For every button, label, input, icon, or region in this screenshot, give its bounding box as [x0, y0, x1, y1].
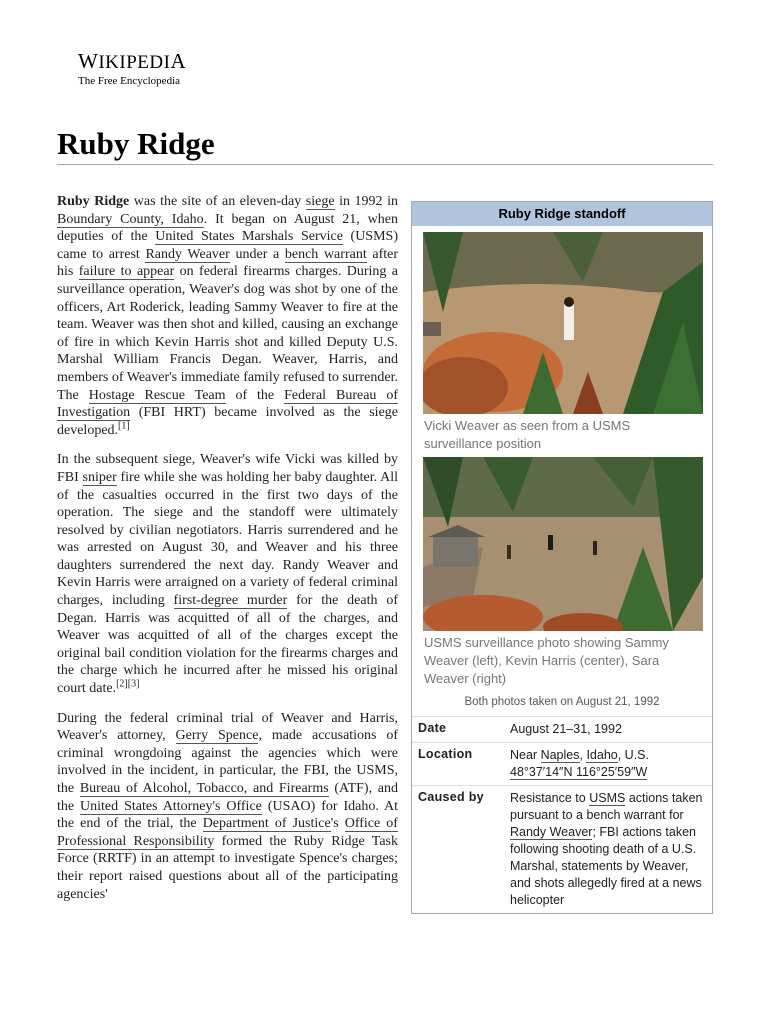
link-usms-infobox[interactable]: USMS — [589, 791, 626, 805]
citation-link-2[interactable]: [2] — [116, 678, 128, 690]
link-usao[interactable]: United States Attorney's Office — [80, 798, 262, 814]
wikipedia-tagline: The Free Encyclopedia — [78, 75, 181, 87]
link-bench-warrant[interactable]: bench warrant — [284, 246, 367, 262]
cause-value: Resistance to USMS actions taken pursuant to a bench warrant for Randy Weaver; FBI actions taken following shooting death of a U.S. Marshal, statements by Weaver, and shots allegedly fired at a news helicopter — [510, 791, 703, 907]
citation-link-3[interactable]: [3] — [127, 678, 140, 690]
location-value: Near Naples, Idaho, U.S. 48°37′14″N 116°25′59″W — [510, 748, 649, 779]
link-sniper[interactable]: sniper — [82, 469, 117, 485]
infobox-row-cause — [412, 786, 712, 914]
photo-date-note: Both photos taken on August 21, 1992 — [464, 696, 660, 708]
photo-vicki-weaver[interactable] — [423, 232, 703, 414]
location-label: Location — [418, 747, 473, 761]
paragraph-2: In the subsequent siege, Weaver's wife Vicki was killed by FBI sniper fire while she was holding her baby daughter. All of the casualties occurred in the first two days of the operation. The siege and the standoff were ultimately resolved by civilian negotiators. Harris surrendered and he was arrested on August 30, and Weaver and his three daughters surrendered the next day. Randy Weaver and Kevin Harris were arraigned on a variety of federal criminal charges, including first-degree murder for the death of Degan. Harris was acquitted of all of the charges, and Weaver was acquitted of all of the charges except the original bail condition violation for the firearms charges and the charge which he incurred after he missed his original court date.[2][3] — [57, 452, 398, 697]
lead-term: Ruby Ridge — [57, 194, 130, 209]
date-label: Date — [418, 721, 447, 735]
link-usms[interactable]: United States Marshals Service — [155, 229, 343, 245]
link-randy-weaver-infobox[interactable]: Randy Weaver — [510, 825, 593, 839]
link-randy-weaver[interactable]: Randy Weaver — [145, 246, 230, 262]
link-hostage-rescue-team[interactable]: Hostage Rescue Team — [88, 387, 226, 403]
wikipedia-wordmark: WIKIPEDIA — [78, 49, 187, 73]
title-divider — [57, 164, 713, 165]
link-failure-to-appear[interactable]: failure to appear — [78, 264, 175, 280]
citation-link-1[interactable]: [1] — [118, 420, 130, 432]
citation-1[interactable] — [118, 420, 130, 431]
link-siege[interactable]: siege — [305, 194, 335, 209]
link-gerry-spence[interactable]: Gerry Spence — [175, 728, 259, 744]
link-coordinates[interactable]: 48°37′14″N 116°25′59″W — [510, 765, 648, 779]
photo-vicki-weaver-image — [423, 232, 703, 414]
infobox-row-date — [412, 717, 712, 743]
infobox-facts — [412, 716, 712, 913]
cause-label: Caused by — [418, 790, 484, 804]
infobox-title: Ruby Ridge standoff — [412, 202, 712, 226]
photo-caption-1: Vicki Weaver as seen from a USMS surveillance position — [424, 418, 631, 451]
article-body — [57, 193, 398, 915]
link-boundary-county[interactable]: Boundary County, Idaho — [57, 211, 204, 227]
paragraph-3: During the federal criminal trial of Weaver and Harris, Weaver's attorney, Gerry Spence, made accusations of criminal wrongdoing against the agencies which were involved in the incident, in particular, the FBI, the USMS, the Bureau of Alcohol, Tobacco, and Firearms (ATF), and the United States Attorney's Office (USAO) for Idaho. At the end of the trial, the Department of Justice's Office of Professional Responsibility formed the Ruby Ridge Task Force (RRTF) in an attempt to investigate Spence's charges; their report raised questions about all of the participating agencies' — [57, 710, 399, 902]
photo-caption-2: USMS surveillance photo showing Sammy Weaver (left), Kevin Harris (center), Sara Weaver (right) — [424, 635, 669, 686]
photo-surveillance-image — [423, 457, 703, 631]
link-opr[interactable]: Office of Professional Responsibility — [57, 816, 398, 849]
link-atf[interactable]: Bureau of Alcohol, Tobacco, and Firearms — [79, 781, 329, 796]
link-naples[interactable]: Naples — [540, 748, 580, 762]
link-fbi[interactable]: Federal Bureau of Investigation — [57, 387, 399, 421]
infobox — [411, 201, 713, 914]
photo-surveillance[interactable] — [423, 457, 703, 631]
page-title: Ruby Ridge — [57, 126, 215, 161]
date-value: August 21–31, 1992 — [510, 722, 622, 736]
infobox-row-location — [412, 743, 712, 786]
link-department-of-justice[interactable]: Department of Justice — [202, 816, 331, 832]
citation-2-3[interactable] — [116, 678, 139, 689]
link-idaho[interactable]: Idaho — [586, 748, 618, 762]
wikipedia-logo[interactable] — [78, 50, 186, 87]
paragraph-1: Ruby Ridge was the site of an eleven-day siege in 1992 in Boundary County, Idaho. It began on August 21, when deputies of the United States Marshals Service (USMS) came to arrest Randy Weaver under a bench warrant after his failure to appear on federal firearms charges. During a surveillance operation, Weaver's dog was shot by one of the officers, Art Roderick, leading Sammy Weaver to fire at the team. Weaver was then shot and killed, causing an exchange of fire in which Kevin Harris shot and killed Deputy U.S. Marshal William Francis Degan. Weaver, Harris, and members of Weaver's immediate family refused to surrender. The Hostage Rescue Team of the Federal Bureau of Investigation (FBI HRT) became involved as the siege developed.[1] — [57, 194, 399, 438]
link-first-degree-murder[interactable]: first-degree murder — [173, 593, 288, 609]
